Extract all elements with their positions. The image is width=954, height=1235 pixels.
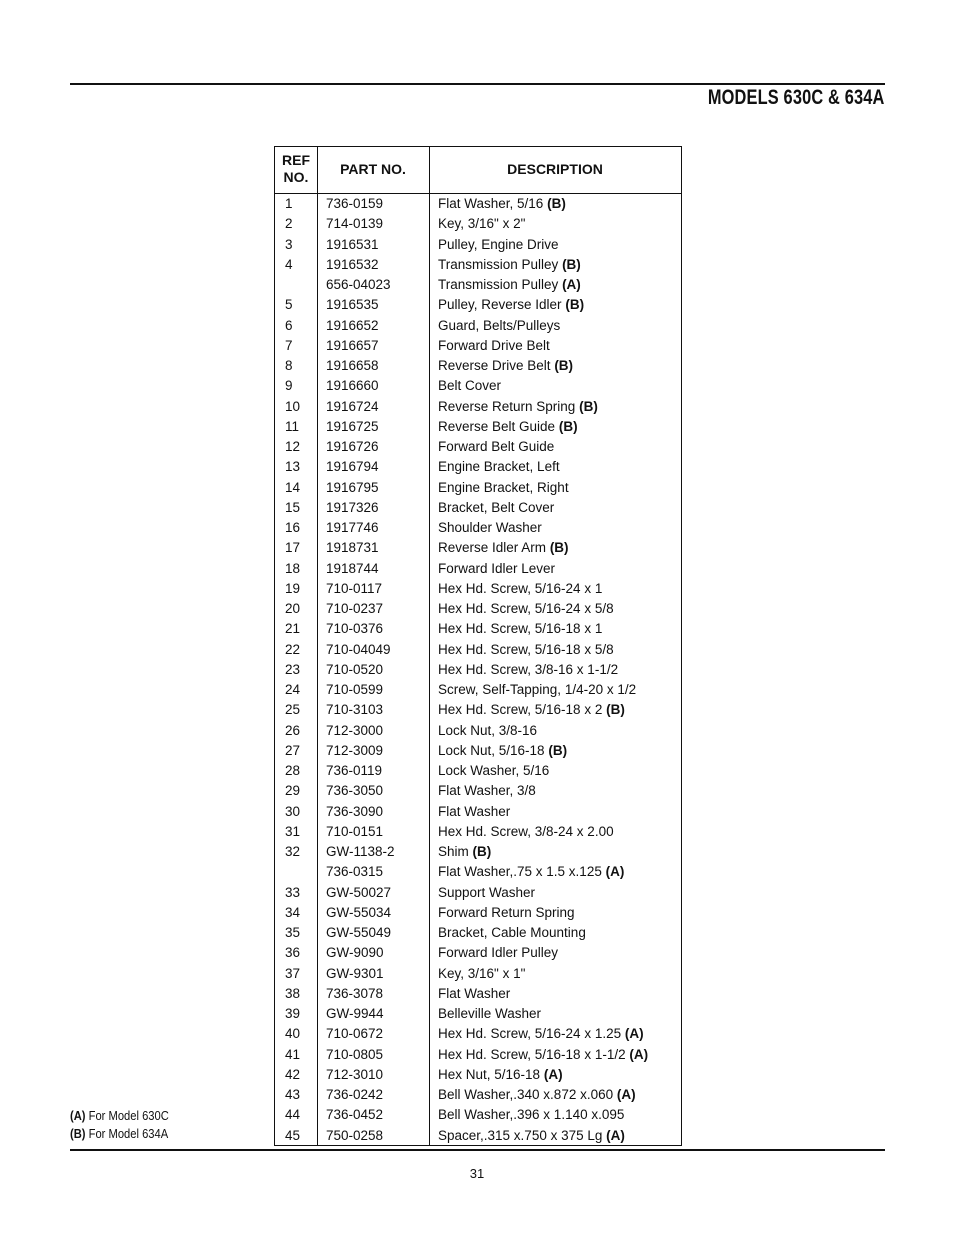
description-cell	[438, 498, 554, 518]
table-row	[275, 457, 681, 477]
description-cell	[438, 316, 560, 336]
description-text: Flat Washer, 3/8	[438, 783, 536, 799]
part-no-cell: 1917746	[326, 520, 379, 535]
table-row	[275, 235, 681, 255]
table-row	[275, 842, 681, 862]
description-cell	[438, 1045, 648, 1065]
description-text: Support Washer	[438, 884, 536, 900]
description-cell	[438, 579, 602, 599]
part-no-cell: 710-0672	[326, 1026, 384, 1042]
description-cell	[438, 1126, 625, 1146]
description-cell	[438, 923, 586, 943]
part-no-cell: 736-0159	[326, 196, 384, 211]
legend-item: (A) For Model 630C	[70, 1108, 169, 1123]
part-no-cell: 710-0151	[326, 823, 384, 839]
part-no-cell: 710-0376	[326, 621, 384, 637]
part-no-cell: GW-9944	[326, 1006, 384, 1021]
description-text: Screw, Self-Tapping, 1/4-20 x 1/2	[438, 682, 637, 697]
description-text: Hex Hd. Screw, 3/8-16 x 1-1/2	[438, 661, 619, 677]
description-cell	[438, 194, 566, 214]
part-no-cell: GW-55049	[326, 925, 392, 940]
table-row	[275, 903, 681, 923]
table-row	[275, 1024, 681, 1044]
description-cell	[438, 255, 581, 275]
table-header	[275, 147, 681, 194]
table-row	[275, 417, 681, 437]
ref-no-cell: 29	[285, 783, 301, 799]
table-row	[275, 538, 681, 558]
description-text: Hex Hd. Screw, 5/16-24 x 1	[438, 580, 603, 596]
ref-no-cell: 35	[285, 925, 301, 940]
table-row	[275, 498, 681, 518]
description-text: Key, 3/16" x 1"	[438, 965, 526, 981]
description-text: Spacer,.315 x.750 x 375 Lg	[438, 1127, 603, 1143]
ref-no-cell: 23	[285, 661, 301, 677]
description-cell	[438, 1085, 636, 1105]
model-note: (B)	[549, 540, 569, 556]
table-row	[275, 336, 681, 356]
description-cell	[438, 1024, 644, 1044]
table-row	[275, 862, 681, 882]
description-text: Hex Hd. Screw, 5/16-24 x 5/8	[438, 601, 614, 616]
description-cell	[438, 518, 542, 538]
ref-no-cell: 3	[285, 236, 293, 252]
part-no-cell: 710-0237	[326, 601, 384, 616]
table-row	[275, 376, 681, 396]
ref-no-cell: 1	[285, 196, 293, 211]
description-text: Shoulder Washer	[438, 520, 542, 535]
description-text: Forward Return Spring	[438, 904, 575, 920]
ref-no-cell: 16	[285, 520, 301, 535]
description-text: Forward Idler Lever	[438, 560, 556, 576]
description-text: Lock Nut, 3/8-16	[438, 722, 538, 738]
ref-no-cell: 5	[285, 297, 293, 313]
description-text: Pulley, Engine Drive	[438, 236, 559, 252]
ref-no-cell: 41	[285, 1046, 301, 1062]
part-no-cell: 736-0452	[326, 1107, 384, 1123]
description-text: Guard, Belts/Pulleys	[438, 317, 561, 333]
ref-no-cell: 27	[285, 742, 301, 758]
description-cell	[438, 842, 491, 862]
ref-no-cell: 28	[285, 763, 301, 778]
header-part-no: PART NO.	[340, 161, 406, 177]
table-row	[275, 194, 681, 214]
ref-no-cell: 36	[285, 945, 301, 961]
model-note: (B)	[547, 196, 566, 211]
description-cell	[438, 417, 578, 437]
table-row	[275, 923, 681, 943]
part-no-cell: 736-3090	[326, 803, 384, 819]
description-text: Shim	[438, 844, 469, 859]
description-cell	[438, 741, 567, 761]
table-row	[275, 397, 681, 417]
ref-no-cell: 43	[285, 1087, 301, 1102]
ref-no-cell: 38	[285, 985, 301, 1001]
ref-no-cell: 22	[285, 641, 301, 657]
part-no-cell: 1916725	[326, 418, 379, 434]
table-row	[275, 559, 681, 579]
description-text: Flat Washer	[438, 803, 511, 819]
table-row	[275, 721, 681, 741]
description-text: Lock Washer, 5/16	[438, 763, 550, 778]
model-note: (A)	[616, 1087, 636, 1102]
description-cell	[438, 640, 614, 660]
description-text: Forward Drive Belt	[438, 337, 550, 353]
table-row	[275, 478, 681, 498]
page-title: MODELS 630C & 634A	[708, 86, 885, 109]
description-cell	[438, 822, 614, 842]
part-no-cell: 714-0139	[326, 216, 384, 232]
model-note: (A)	[605, 864, 625, 880]
table-row	[275, 1105, 681, 1125]
description-cell	[438, 984, 510, 1004]
description-text: Transmission Pulley	[438, 277, 559, 292]
table-row	[275, 1045, 681, 1065]
ref-no-cell: 34	[285, 904, 301, 920]
part-no-cell: 736-0242	[326, 1087, 384, 1102]
ref-no-cell: 6	[285, 317, 293, 333]
description-text: Bell Washer,.396 x 1.140 x.095	[438, 1107, 625, 1123]
table-row	[275, 680, 681, 700]
ref-no-cell: 30	[285, 803, 301, 819]
description-text: Reverse Drive Belt	[438, 358, 551, 373]
description-cell	[438, 336, 550, 356]
part-no-cell: GW-50027	[326, 884, 392, 900]
part-no-cell: 656-04023	[326, 277, 391, 292]
part-no-cell: 1916724	[326, 398, 379, 414]
table-row	[275, 214, 681, 234]
ref-no-cell: 11	[285, 418, 300, 434]
table-row	[275, 1004, 681, 1024]
model-note: (A)	[624, 1026, 644, 1042]
ref-no-cell: 7	[285, 337, 293, 353]
part-no-cell: 712-3009	[326, 742, 384, 758]
description-cell	[438, 235, 559, 255]
description-text: Bracket, Cable Mounting	[438, 925, 586, 940]
part-no-cell: 1916657	[326, 337, 379, 353]
part-no-cell: GW-55034	[326, 904, 392, 920]
description-text: Hex Hd. Screw, 5/16-18 x 5/8	[438, 641, 614, 657]
table-row	[275, 1085, 681, 1105]
description-cell	[438, 903, 575, 923]
description-cell	[438, 660, 618, 680]
part-no-cell: 710-0520	[326, 661, 384, 677]
ref-no-cell: 2	[285, 216, 293, 232]
parts-table	[274, 146, 682, 1146]
description-cell	[438, 538, 569, 558]
description-cell	[438, 1065, 563, 1085]
model-note: (A)	[543, 1066, 563, 1082]
model-note: (A)	[606, 1127, 625, 1143]
description-text: Belt Cover	[438, 378, 502, 394]
part-no-cell: 1916535	[326, 297, 379, 313]
table-row	[275, 356, 681, 376]
description-text: Transmission Pulley	[438, 256, 559, 272]
ref-no-cell: 13	[285, 459, 301, 475]
part-no-cell: 1918744	[326, 560, 379, 576]
part-no-cell: 1916660	[326, 378, 379, 394]
model-note: (A)	[562, 277, 581, 292]
part-no-cell: 1916795	[326, 479, 379, 495]
ref-no-cell: 18	[285, 560, 301, 576]
ref-no-cell: 44	[285, 1107, 301, 1123]
description-text: Hex Hd. Screw, 5/16-24 x 1.25	[438, 1026, 622, 1042]
part-no-cell: 750-0258	[326, 1127, 384, 1143]
table-row	[275, 640, 681, 660]
table-row	[275, 964, 681, 984]
table-row	[275, 802, 681, 822]
ref-no-cell: 40	[285, 1026, 301, 1042]
part-no-cell: 736-3078	[326, 985, 384, 1001]
part-no-cell: 1917326	[326, 499, 379, 515]
table-row	[275, 579, 681, 599]
part-no-cell: 736-0315	[326, 864, 384, 880]
ref-no-cell: 33	[285, 884, 301, 900]
table-row	[275, 316, 681, 336]
part-no-cell: 1916726	[326, 439, 379, 454]
part-no-cell: 710-0805	[326, 1046, 384, 1062]
table-row	[275, 822, 681, 842]
model-note: (B)	[579, 398, 598, 414]
part-no-cell: 710-3103	[326, 702, 384, 718]
description-text: Reverse Return Spring	[438, 398, 576, 414]
model-note: (B)	[554, 358, 574, 373]
part-no-cell: 1916652	[326, 317, 379, 333]
model-note: (B)	[565, 297, 585, 313]
part-no-cell: 736-0119	[326, 763, 383, 778]
description-cell	[438, 802, 510, 822]
table-row	[275, 700, 681, 720]
table-row	[275, 883, 681, 903]
ref-no-cell: 8	[285, 358, 293, 373]
description-text: Flat Washer, 5/16	[438, 196, 544, 211]
ref-no-cell: 20	[285, 601, 301, 616]
model-note: (B)	[562, 256, 581, 272]
table-row	[275, 295, 681, 315]
description-cell	[438, 275, 581, 295]
description-cell	[438, 1105, 624, 1125]
table-body	[275, 194, 681, 1146]
table-row	[275, 619, 681, 639]
description-cell	[438, 862, 624, 882]
ref-no-cell: 32	[285, 844, 301, 859]
description-text: Reverse Belt Guide	[438, 418, 556, 434]
description-cell	[438, 397, 598, 417]
description-cell	[438, 599, 614, 619]
model-note: (B)	[558, 418, 578, 434]
description-cell	[438, 943, 558, 963]
page-number: 31	[469, 1166, 485, 1181]
part-no-cell: GW-1138-2	[326, 844, 395, 859]
description-text: Pulley, Reverse Idler	[438, 297, 562, 313]
part-no-cell: 710-0117	[326, 580, 383, 596]
ref-no-cell: 9	[285, 378, 293, 394]
description-cell	[438, 478, 569, 498]
description-text: Bracket, Belt Cover	[438, 499, 555, 515]
ref-no-cell: 17	[285, 540, 301, 556]
model-legend	[70, 1107, 185, 1143]
description-text: Reverse Idler Arm	[438, 540, 547, 556]
description-cell	[438, 437, 554, 457]
ref-no-cell: 10	[285, 398, 301, 414]
table-row	[275, 437, 681, 457]
bottom-rule	[70, 1149, 885, 1151]
description-text: Hex Hd. Screw, 5/16-18 x 2	[438, 702, 603, 718]
description-cell	[438, 964, 525, 984]
part-no-cell: 1918731	[326, 540, 379, 556]
header-description: DESCRIPTION	[507, 161, 603, 177]
part-no-cell: GW-9301	[326, 965, 384, 981]
description-text: Engine Bracket, Left	[438, 459, 560, 475]
description-cell	[438, 761, 549, 781]
description-text: Forward Belt Guide	[438, 439, 555, 454]
ref-no-cell: 14	[285, 479, 301, 495]
description-text: Hex Nut, 5/16-18	[438, 1066, 541, 1082]
description-cell	[438, 619, 602, 639]
description-text: Forward Idler Pulley	[438, 945, 559, 961]
description-cell	[438, 214, 525, 234]
model-note: (A)	[629, 1046, 649, 1062]
table-row	[275, 660, 681, 680]
description-text: Hex Hd. Screw, 5/16-18 x 1	[438, 621, 603, 637]
part-no-cell: 710-0599	[326, 682, 384, 697]
description-cell	[438, 781, 536, 801]
description-text: Lock Nut, 5/16-18	[438, 742, 545, 758]
description-text: Hex Hd. Screw, 3/8-24 x 2.00	[438, 823, 614, 839]
table-row	[275, 943, 681, 963]
ref-no-cell: 26	[285, 722, 301, 738]
header-ref-no: REF NO.	[282, 152, 310, 185]
ref-no-cell: 39	[285, 1006, 301, 1021]
ref-no-cell: 19	[285, 580, 301, 596]
table-row	[275, 761, 681, 781]
part-no-cell: 1916794	[326, 459, 379, 475]
part-no-cell: 1916658	[326, 358, 379, 373]
description-text: Flat Washer,.75 x 1.5 x.125	[438, 864, 602, 880]
part-no-cell: 712-3010	[326, 1066, 384, 1082]
top-rule	[70, 83, 885, 85]
ref-no-cell: 37	[285, 965, 301, 981]
ref-no-cell: 45	[285, 1127, 301, 1143]
description-text: Key, 3/16" x 2"	[438, 216, 526, 232]
part-no-cell: 1916531	[326, 236, 379, 252]
table-row	[275, 781, 681, 801]
table-row	[275, 1126, 681, 1146]
part-no-cell: GW-9090	[326, 945, 384, 961]
description-cell	[438, 457, 560, 477]
description-cell	[438, 700, 625, 720]
model-note: (B)	[606, 702, 625, 718]
legend-item: (B) For Model 634A	[70, 1126, 169, 1141]
model-note: (B)	[472, 844, 492, 859]
model-note: (B)	[548, 742, 568, 758]
description-cell	[438, 721, 537, 741]
ref-no-cell: 4	[285, 256, 293, 272]
table-row	[275, 741, 681, 761]
description-cell	[438, 559, 555, 579]
part-no-cell: 710-04049	[326, 641, 391, 657]
table-row	[275, 518, 681, 538]
table-row	[275, 599, 681, 619]
ref-no-cell: 24	[285, 682, 301, 697]
description-text: Bell Washer,.340 x.872 x.060	[438, 1087, 614, 1102]
ref-no-cell: 25	[285, 702, 301, 718]
description-text: Hex Hd. Screw, 5/16-18 x 1-1/2	[438, 1046, 626, 1062]
ref-no-cell: 12	[285, 439, 301, 454]
description-cell	[438, 376, 501, 396]
table-row	[275, 1065, 681, 1085]
description-text: Belleville Washer	[438, 1006, 542, 1021]
description-text: Flat Washer	[438, 985, 511, 1001]
part-no-cell: 1916532	[326, 256, 379, 272]
table-row	[275, 255, 681, 275]
description-cell	[438, 1004, 541, 1024]
description-cell	[438, 295, 584, 315]
description-cell	[438, 356, 573, 376]
part-no-cell: 712-3000	[326, 722, 384, 738]
description-cell	[438, 883, 535, 903]
ref-no-cell: 21	[285, 621, 301, 637]
ref-no-cell: 42	[285, 1066, 301, 1082]
part-no-cell: 736-3050	[326, 783, 384, 799]
ref-no-cell: 31	[285, 823, 301, 839]
description-text: Engine Bracket, Right	[438, 479, 569, 495]
table-row	[275, 984, 681, 1004]
ref-no-cell: 15	[285, 499, 301, 515]
description-cell	[438, 680, 636, 700]
table-row	[275, 275, 681, 295]
